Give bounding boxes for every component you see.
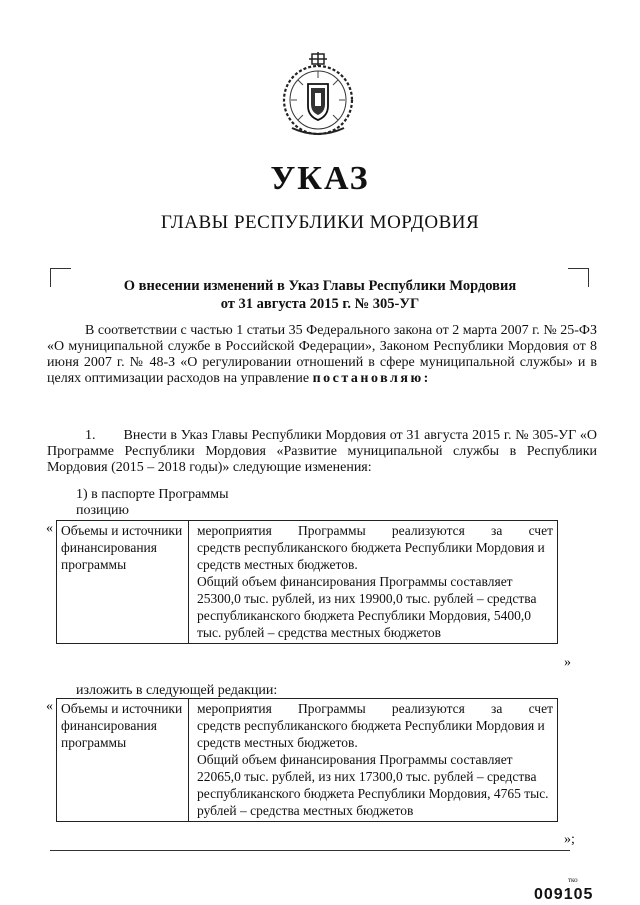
resolve-word: постановляю: xyxy=(312,371,431,386)
new-table-first-line: мероприятия Программы реализуются за счет xyxy=(197,701,553,716)
old-table-content xyxy=(189,521,557,643)
coat-of-arms-emblem xyxy=(278,48,358,140)
old-table-text: средств республиканского бюджета Республики Мордовия и средств местных бюджетов. xyxy=(197,540,545,572)
old-table-close-quote: » xyxy=(564,655,571,670)
new-table-close-quote: »; xyxy=(564,832,575,847)
subitem-1-line-2: позицию xyxy=(76,503,129,518)
clause-1-text: Внести в Указ Главы Республики Мордовия от 31 августа 2015 г. № 305-УГ «О Программе Республики Мордовия «Развитие муниципальной службы в Республики Мордовия (2015 – 2018 годы)» следующие изменения: xyxy=(47,428,597,475)
decree-heading xyxy=(80,277,560,313)
corner-mark-left xyxy=(50,268,71,287)
old-table-total: Общий объем финансирования Программы составляет 25300,0 тыс. рублей, из них 19900,0 тыс. рублей – средства республиканского бюджета Республики Мордовия, 5400,0 тыс. рублей – средства местных бюджетов xyxy=(197,574,537,640)
preamble-text: В соответствии с частью 1 статьи 35 Федерального закона от 2 марта 2007 г. № 25-ФЗ «О муниципальной службе в Российской Федерации», Законом Республики Мордовия от 8 июня 2007 г. № 48-З «О регулировании отношений в сфере муниципальной службы» и в целях оптимизации расходов на управление xyxy=(47,323,597,386)
preamble-paragraph xyxy=(47,323,597,387)
subitem-1-line-1: 1) в паспорте Программы xyxy=(76,487,229,502)
new-table-content xyxy=(189,699,557,821)
new-table-total: Общий объем финансирования Программы составляет 22065,0 тыс. рублей, из них 17300,0 тыс. рублей – средства республиканского бюджета Республики Мордовия, 4765 тыс. рублей – средства местных бюджетов xyxy=(197,752,549,818)
corner-mark-right xyxy=(568,268,589,287)
old-table-open-quote: « xyxy=(46,521,53,536)
document-type-title: УКАЗ xyxy=(270,160,370,197)
restate-text: изложить в следующей редакции: xyxy=(76,683,278,698)
footer-stamp: тко xyxy=(568,876,578,884)
new-table-text: средств республиканского бюджета Республики Мордовия и средств местных бюджетов. xyxy=(197,718,545,750)
new-financing-table xyxy=(56,698,558,822)
clause-1 xyxy=(47,428,597,476)
old-table-first-line: мероприятия Программы реализуются за счет xyxy=(197,523,553,538)
clause-1-number: 1. xyxy=(85,428,96,443)
document-serial: 009105 xyxy=(534,886,594,903)
bottom-rule xyxy=(50,850,570,851)
old-table-label: Объемы и источники финансирования программы xyxy=(57,521,189,643)
old-financing-table xyxy=(56,520,558,644)
heading-line-2: от 31 августа 2015 г. № 305-УГ xyxy=(220,296,420,312)
new-table-label: Объемы и источники финансирования программы xyxy=(57,699,189,821)
heading-line-1: О внесении изменений в Указ Главы Республики Мордовия xyxy=(123,278,517,294)
new-table-open-quote: « xyxy=(46,699,53,714)
issuer-title: ГЛАВЫ РЕСПУБЛИКИ МОРДОВИЯ xyxy=(160,212,480,233)
